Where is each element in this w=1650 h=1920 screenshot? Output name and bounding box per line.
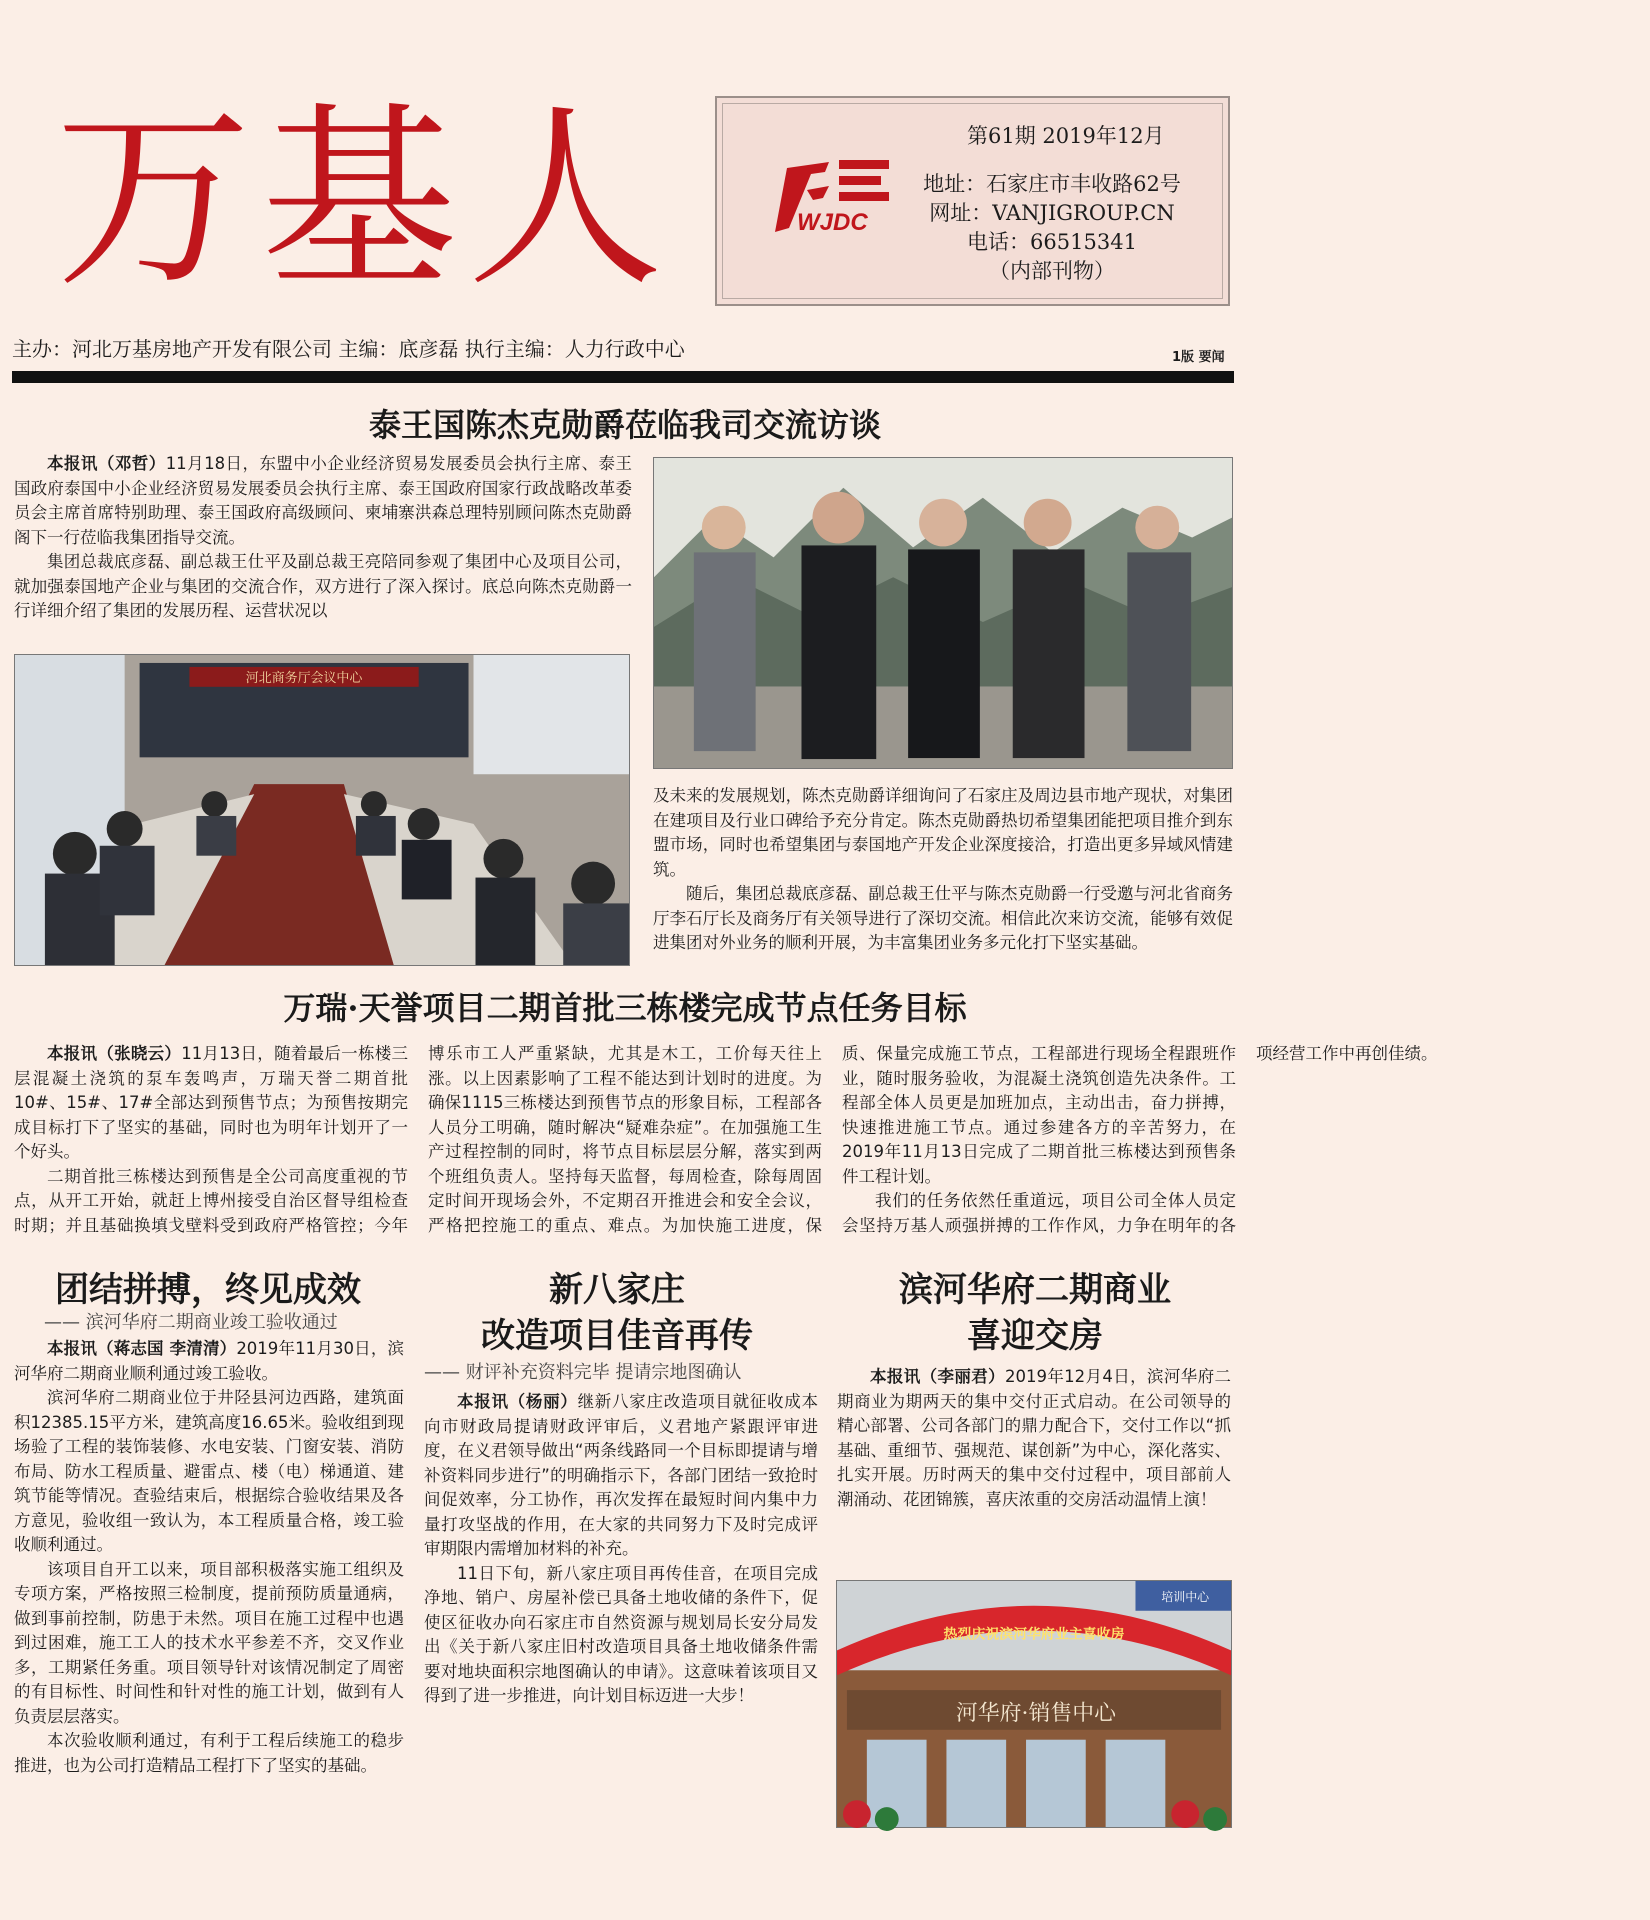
edition-label: 1版 要闻 (1172, 350, 1225, 365)
website: 网址：VANJIGROUP.CN (929, 201, 1175, 225)
article4-title-line1: 新八家庄 (549, 1270, 685, 1310)
article4-text: 本报讯（杨丽）继新八家庄改造项目就征收成本向市财政局提请财政评审后，义君地产紧跟评审进度，在义君领导做出“两条线路同一个目标即提请与增补资料同步进行”的明确指示下，各部门团结一致抢时间促效率，分工协作，再次发挥在最短时间内集中力量打攻坚战的作用，在大家的共同努力下及时完成评审期限内需增加材料的补充。 11日下旬，新八家庄项目再传佳音，在项目完成净地、销户、房屋补偿已具备土地收储的条件下，促使区征收办向石家庄市自然资源与规划局长安分局发出《关于新八家庄旧村改造项目具备土地收储条件需要对地块面积宗地图确认的申请》。这意味着该项目又得到了进一步推进，向计划目标迈进一大步！ (424, 1392, 819, 1705)
article4-byline: 本报讯（杨丽） (457, 1392, 578, 1411)
svg-text:热烈庆祝滨河华府业主喜收房: 热烈庆祝滨河华府业主喜收房 (943, 1626, 1125, 1643)
article1-text-bottom: 及未来的发展规划，陈杰克勋爵详细询问了石家庄及周边县市地产现状，对集团在建项目及行业口碑给予充分肯定。陈杰克勋爵热切希望集团能把项目推介到东盟市场，同时也希望集团与泰国地产开发企业深度接洽，打造出更多异域风情建筑。 随后，集团总裁底彦磊、副总裁王仕平与陈杰克勋爵一行受邀与河北省商务厅李石厅长及商务厅有关领导进行了深切交流。相信此次来访交流，能够有效促进集团对外业务的顺利开展，为丰富集团业务多元化打下坚实基础。 (653, 786, 1233, 952)
article5-title-line2: 喜迎交房 (967, 1316, 1103, 1356)
handover-photo (836, 1580, 1232, 1828)
article4-subtitle: —— 财评补充资料完毕 提请宗地图确认 (424, 1362, 742, 1383)
article4-title-line2: 改造项目佳音再传 (481, 1316, 753, 1356)
svg-text:河华府·销售中心: 河华府·销售中心 (955, 1700, 1117, 1726)
phone: 电话：66515341 (967, 230, 1137, 254)
info-box (715, 96, 1230, 306)
article2-text: 本报讯（张晓云）11月13日，随着最后一栋楼三层混凝土浇筑的泵车轰鸣声，万瑞天誉二期首批10#、15#、17#全部达到预售节点；为预售按期完成目标打下了坚实的基础，同时也为明年计划开了一个好头。 二期首批三栋楼达到预售是全公司高度重视的节点，从开工开始，就赶上博州接受自治区督导组检查时期；并且基础换填戈壁料受到政府严格管控；今年博乐市工人严重紧缺，尤其是木工，工价每天往上涨。以上因素影响了工程不能达到计划时的进度。为确保1115三栋楼达到预售节点的形象目标，工程部各人员分工明确，随时解决“疑难杂症”。在加强施工生产过程控制的同时，将节点目标层层分解，落实到两个班组负责人。坚持每天监督，每周检查，除每周固定时间开现场会外，不定期召开推进会和安全会议，严格把控施工的重点、难点。为加快施工进度，保质、保量完成施工节点，工程部进行现场全程跟班作业，随时服务验收，为混凝土浇筑创造先决条件。工程部全体人员更是加班加点，主动出击，奋力拼搏，快速推进施工节点。通过参建各方的辛苦努力，在2019年11月13日完成了二期首批三栋楼达到预售条件工程计划。 我们的任务依然任重道远，项目公司全体人员定会坚持万基人顽强拼搏的工作作风，力争在明年的各项经营工作中再创佳绩。 (14, 1044, 1438, 1235)
article1-text-top: 本报讯（邓哲）11月18日，东盟中小企业经济贸易发展委员会执行主席、泰王国政府泰国中小企业经济贸易发展委员会执行主席、泰王国政府国家行政战略改革委员会主席首席特别助理、泰王国政府高级顾问、柬埔寨洪森总理特别顾问陈杰克勋爵阁下一行莅临我集团指导交流。 集团总裁底彦磊、副总裁王仕平及副总裁王亮陪同参观了集团中心及项目公司，就加强泰国地产企业与集团的交流合作，双方进行了深入探讨。底总向陈杰克勋爵一行详细介绍了集团的发展历程、运营状况以 (14, 454, 632, 620)
meeting-photo (14, 654, 630, 966)
issue-date: 第61期 2019年12月 (967, 124, 1165, 148)
article1-title: 泰王国陈杰克勋爵莅临我司交流访谈 (368, 406, 881, 444)
svg-text:河北商务厅会议中心: 河北商务厅会议中心 (245, 670, 363, 686)
article5-byline: 本报讯（李丽君） (870, 1367, 1005, 1386)
article5-text: 本报讯（李丽君）2019年12月4日，滨河华府二期商业为期两天的集中交付正式启动。在公司领导的精心部署、公司各部门的鼎力配合下，交付工作以“抓基础、重细节、强规范、谋创新”为中心，深化落实、扎实开展。历时两天的集中交付过程中，项目部前人潮涌动、花团锦簇，喜庆浓重的交房活动温情上演！ (837, 1367, 1231, 1509)
article3-title: 团结拼搏，终见成效 (55, 1270, 361, 1310)
article1-byline: 本报讯（邓哲） (47, 454, 166, 473)
group-photo (653, 457, 1233, 769)
article2-byline: 本报讯（张晓云） (47, 1044, 182, 1063)
article5-title-line1: 滨河华府二期商业 (899, 1270, 1171, 1310)
article3-subtitle: —— 滨河华府二期商业竣工验收通过 (44, 1312, 338, 1333)
article3-text: 本报讯（蒋志国 李清清）2019年11月30日，滨河华府二期商业顺利通过竣工验收。 滨河华府二期商业位于井陉县河边西路，建筑面积12385.15平方米，建筑高度16.65米。验收组到现场验了工程的装饰装修、水电安装、门窗安装、消防布局、防水工程质量、避雷点、楼（电）梯通道、建筑节能等情况。查验结束后，根据综合验收结果及各方意见，验收组一致认为，本工程质量合格，竣工验收顺利通过。 该项目自开工以来，项目部积极落实施工组织及专项方案，严格按照三检制度，提前预防质量通病，做到事前控制，防患于未然。项目在施工过程中也遇到过困难，施工工人的技术水平参差不齐，交叉作业多，工期紧任务重。项目领导针对该情况制定了周密的有目标性、时间性和针对性的施工计划，做到有人负责层层落实。 本次验收顺利通过，有利于工程后续施工的稳步推进，也为公司打造精品工程打下了坚实的基础。 (14, 1339, 404, 1775)
internal-note: （内部刊物） (989, 259, 1115, 283)
sponsor-line: 主办：河北万基房地产开发有限公司 主编：底彦磊 执行主编：人力行政中心 (12, 337, 685, 361)
wjdc-logo (767, 150, 907, 250)
svg-text:培训中心: 培训中心 (1161, 1589, 1210, 1604)
article2-title: 万瑞·天誉项目二期首批三栋楼完成节点任务目标 (283, 989, 967, 1027)
svg-text:WJDC: WJDC (797, 209, 868, 236)
header-rule (12, 371, 1234, 383)
address: 地址：石家庄市丰收路62号 (923, 172, 1181, 196)
masthead-title: 万基人 (55, 86, 674, 314)
article3-byline: 本报讯（蒋志国 李清清） (47, 1339, 237, 1358)
